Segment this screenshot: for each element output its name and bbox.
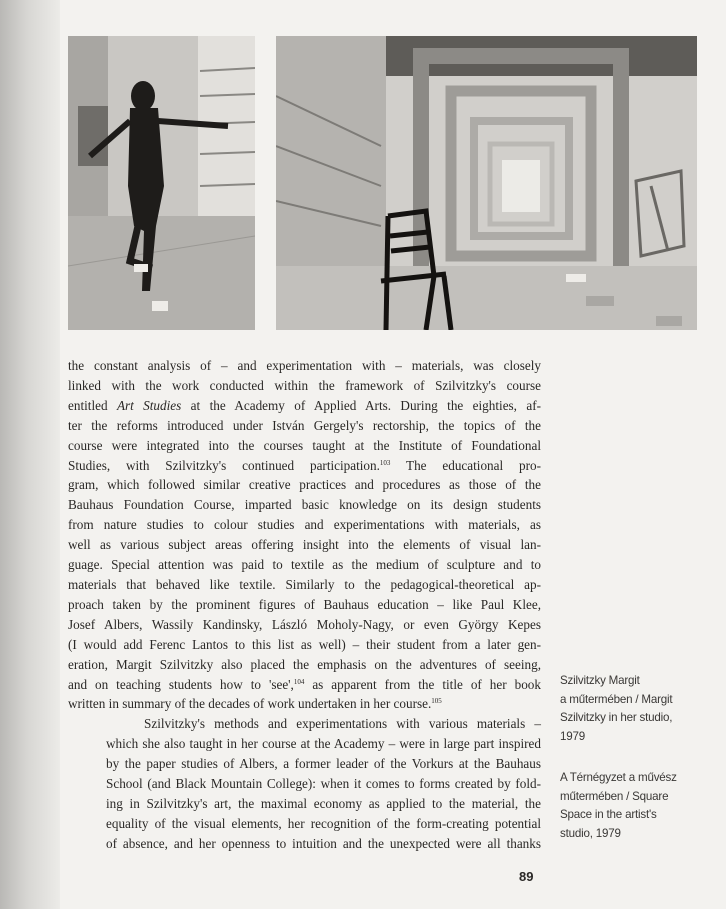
text-line: from nature studies to colour studies and experimentations with materials, as bbox=[68, 517, 541, 533]
caption-line: műtermében / Square bbox=[560, 789, 669, 803]
text-line: ing in Szilvitzky's art, the maximal economy as applied to the material, the bbox=[106, 795, 541, 811]
text-line: and on teaching students how to 'see',$^{104}$ as apparent from the title of her book bbox=[68, 676, 541, 692]
caption-line: 1979 bbox=[560, 729, 585, 743]
body-text bbox=[68, 356, 541, 854]
text-line: proach taken by the prominent figures of Bauhaus education – like Paul Klee, bbox=[68, 596, 541, 612]
text-line: written in summary of the decades of work undertaken in her course.$^{105}$ bbox=[68, 696, 442, 712]
paragraph-2 bbox=[68, 714, 541, 853]
text-line: of absence, and her openness to intuition and the unexpected were all thanks bbox=[106, 835, 541, 851]
text-line: equality of the visual elements, her recognition of the form-creating potential bbox=[106, 815, 541, 831]
footnote-ref[interactable]: 105 bbox=[431, 697, 442, 706]
page-number: 89 bbox=[519, 869, 534, 884]
caption-line: A Térnégyzet a művész bbox=[560, 771, 677, 784]
page-gutter-shadow bbox=[0, 0, 60, 909]
text-line: guage. Special attention was paid to textile as the medium of sculpture and to bbox=[68, 557, 541, 573]
text-line: Bauhaus Foundation Course, imparted basic knowledge on its design students bbox=[68, 497, 541, 513]
text-line: materials that behaved like textile. Similarly to the pedagogical-theoretical ap- bbox=[68, 576, 541, 592]
text-line: course were integrated into the courses taught at the Institute of Foundational bbox=[68, 437, 541, 453]
text-line: which she also taught in her course at the Academy – were in large part inspired bbox=[106, 736, 541, 752]
studio-photo-square-space bbox=[276, 36, 697, 330]
text-line: Josef Albers, Wassily Kandinsky, László Moholy-Nagy, or even György Kepes bbox=[68, 616, 541, 632]
caption-line: studio, 1979 bbox=[560, 826, 621, 840]
caption-line: a műtermében / Margit bbox=[560, 692, 673, 706]
studio-photo-woman-balancing bbox=[68, 36, 255, 330]
footnote-ref[interactable]: 103 bbox=[379, 458, 391, 467]
text-line: the constant analysis of – and experimentation with – materials, was closely bbox=[68, 358, 541, 373]
text-line: linked with the work conducted within the framework of Szilvitzky's course bbox=[68, 377, 541, 393]
text-line: Szilvitzky's methods and experimentations with various materials – bbox=[144, 716, 541, 732]
course-title: Art Studies bbox=[116, 397, 182, 413]
text-line: ter the reforms introduced under István Gergely's rectorship, the topics of the bbox=[68, 417, 541, 433]
caption-line: Szilvitzky in her studio, bbox=[560, 711, 673, 724]
text-line: by the paper studies of Albers, a former leader of the Vorkurs at the Bauhaus bbox=[106, 756, 541, 772]
text-line: gram, which followed similar creative practices and procedures as those of the bbox=[68, 477, 541, 493]
paragraph-1 bbox=[68, 356, 541, 714]
text-line: well as various subject areas offering insight into the elements of visual lan- bbox=[68, 537, 541, 553]
text-line: eration, Margit Szilvitzky also placed the emphasis on the adventures of seeing, bbox=[68, 656, 541, 672]
text-line: Studies, with Szilvitzky's continued participation.$^{103}$ The educational pro- bbox=[68, 457, 541, 473]
text-line: (I would add Ferenc Lantos to this list as well) – their student from a later gen- bbox=[68, 636, 541, 652]
caption-line: Szilvitzky Margit bbox=[560, 674, 640, 687]
footnote-ref[interactable]: 104 bbox=[293, 677, 305, 686]
caption-line: Space in the artist's bbox=[560, 808, 657, 821]
photo-caption-1 bbox=[560, 672, 700, 746]
text-line: School (and Black Mountain College): when it comes to forms created by fold- bbox=[106, 776, 541, 792]
photo-caption-2 bbox=[560, 769, 700, 843]
text-line: entitled Art Studies at the Academy of Applied Arts. During the eighties, af- bbox=[68, 397, 541, 413]
